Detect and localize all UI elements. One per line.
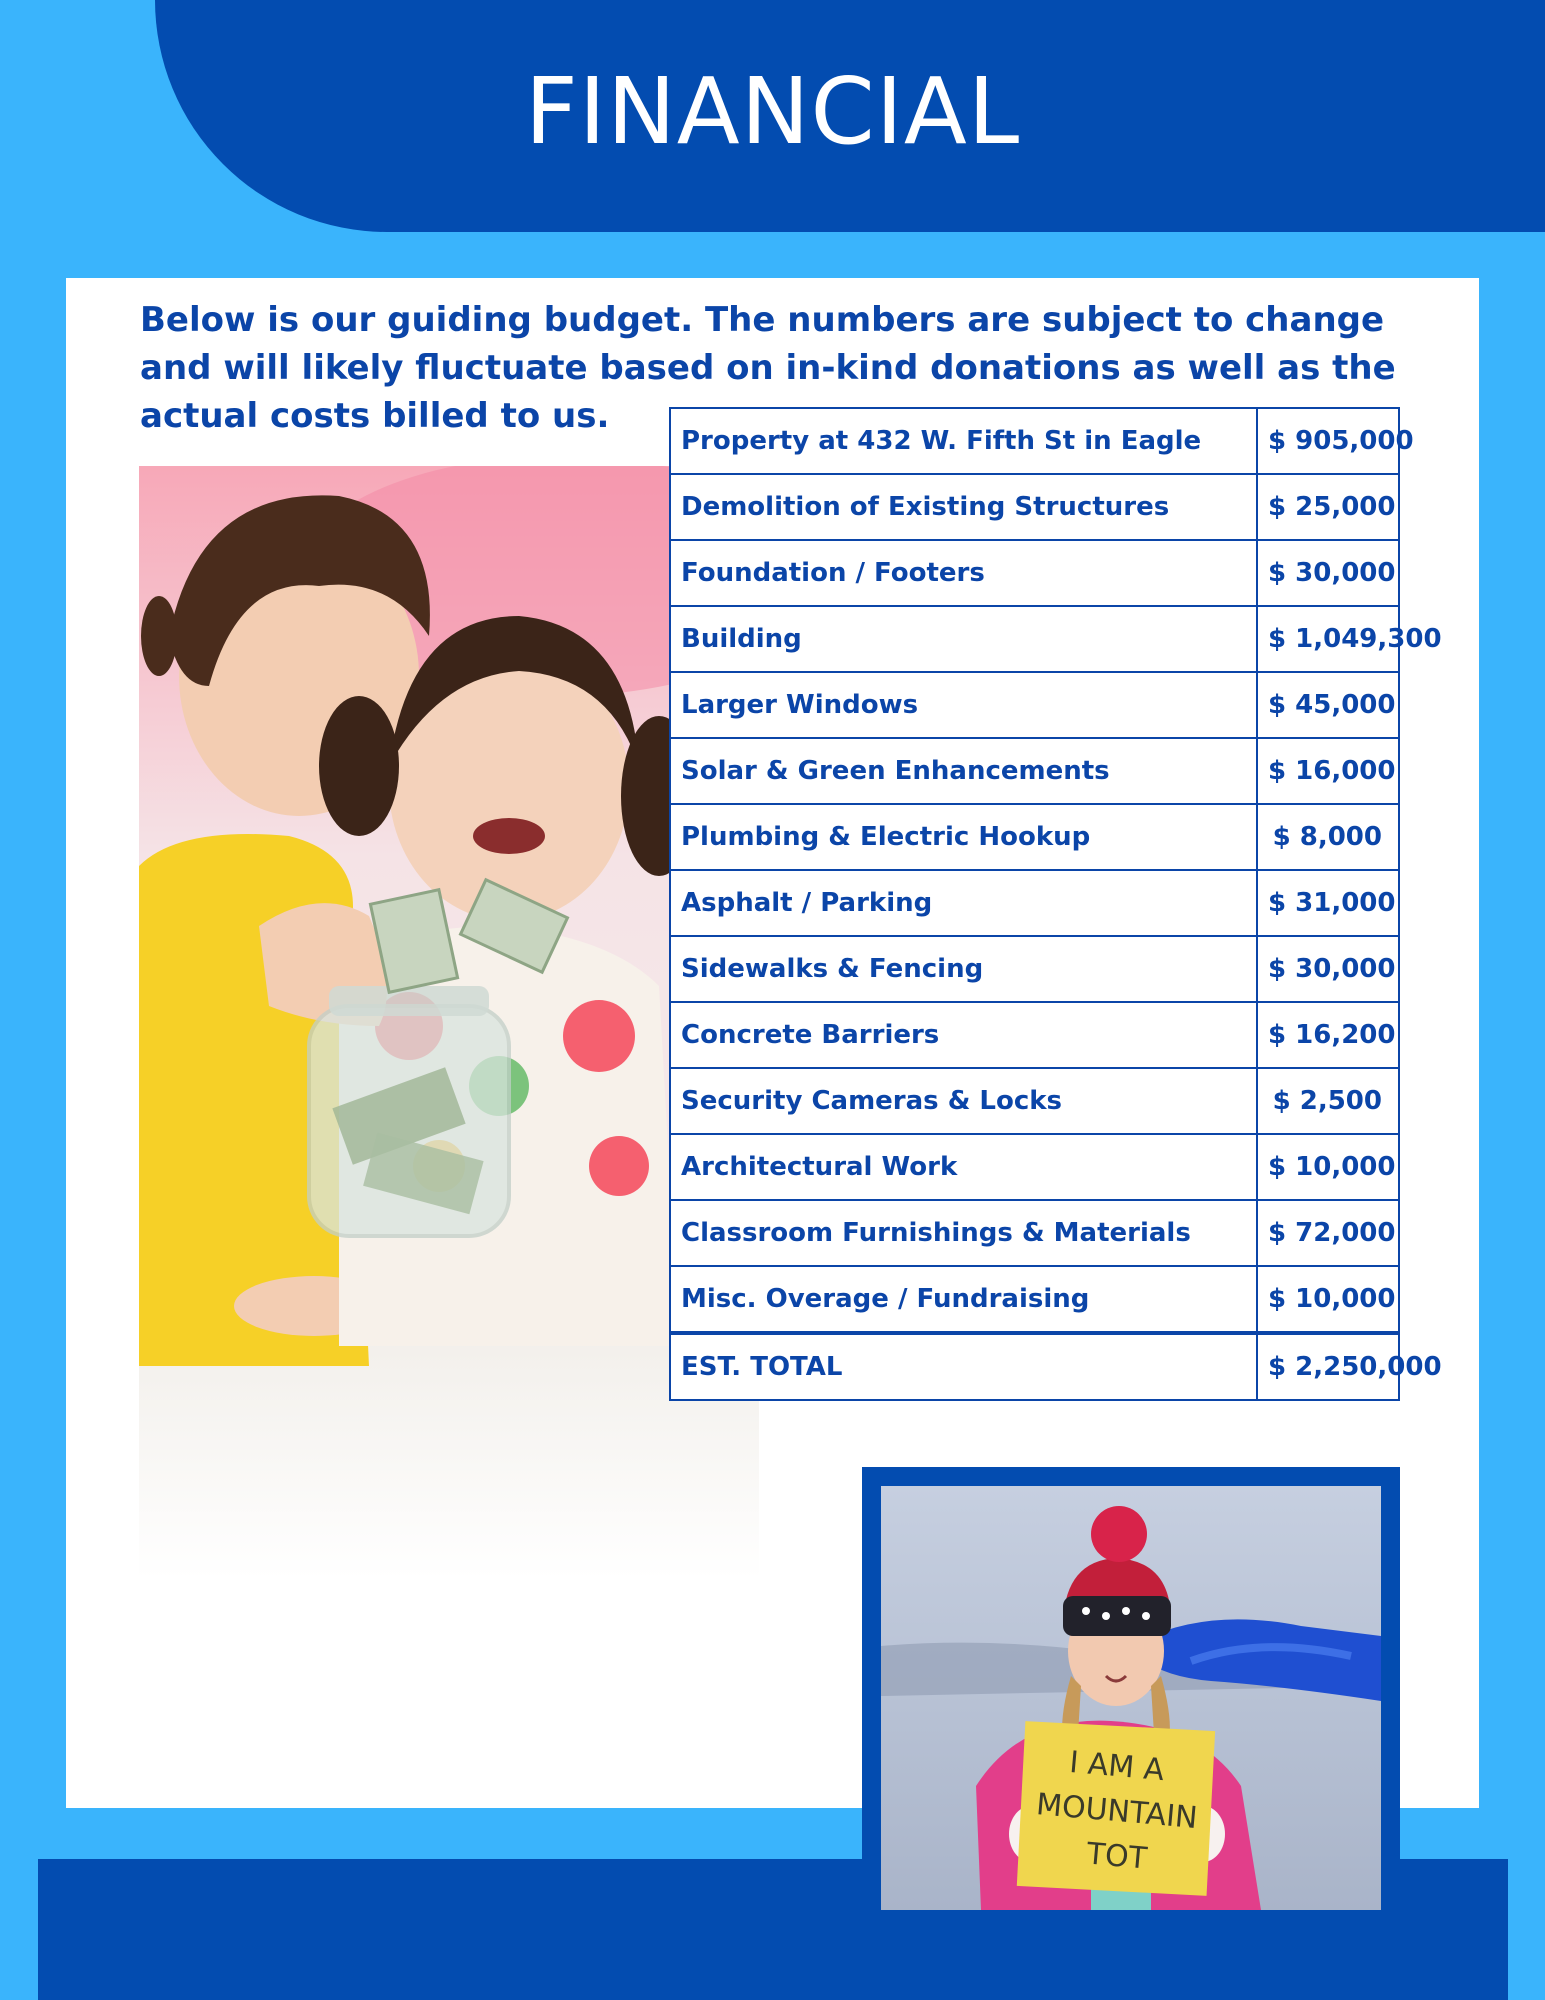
intro-paragraph: Below is our guiding budget. The numbers are subject to change and will likely fluctuate based on in-kind donations as well as the actual costs billed to us. <box>140 300 1396 436</box>
table-row <box>670 672 1399 738</box>
table-row <box>670 540 1399 606</box>
table-row <box>670 936 1399 1002</box>
budget-amount: $ 31,000 <box>1257 870 1399 936</box>
table-row <box>670 474 1399 540</box>
table-row <box>670 1002 1399 1068</box>
budget-amount: $ 8,000 <box>1257 804 1399 870</box>
budget-item: Solar & Green Enhancements <box>670 738 1257 804</box>
budget-amount: $ 10,000 <box>1257 1266 1399 1333</box>
table-row <box>670 1266 1399 1333</box>
budget-amount: $ 72,000 <box>1257 1200 1399 1266</box>
mountain-tot-photo <box>881 1486 1381 1910</box>
sign-line-3: TOT <box>1085 1836 1149 1877</box>
budget-amount: $ 25,000 <box>1257 474 1399 540</box>
budget-item: Asphalt / Parking <box>670 870 1257 936</box>
budget-table <box>669 407 1442 1401</box>
sign-line-2: MOUNTAIN <box>1034 1787 1199 1837</box>
budget-amount: $ 905,000 <box>1257 408 1399 474</box>
table-row <box>670 870 1399 936</box>
sign-line-1: I AM A <box>1068 1744 1166 1789</box>
table-row <box>670 606 1399 672</box>
table-row <box>670 738 1399 804</box>
table-row <box>670 1200 1399 1266</box>
total-amount: $ 2,250,000 <box>1257 1333 1399 1400</box>
kids-money-jar-photo <box>139 466 759 1579</box>
budget-item: Plumbing & Electric Hookup <box>670 804 1257 870</box>
budget-item: Property at 432 W. Fifth St in Eagle <box>670 408 1257 474</box>
budget-amount: $ 1,049,300 <box>1257 606 1399 672</box>
budget-item: Larger Windows <box>670 672 1257 738</box>
budget-amount: $ 30,000 <box>1257 540 1399 606</box>
budget-item: Concrete Barriers <box>670 1002 1257 1068</box>
budget-item: Security Cameras & Locks <box>670 1068 1257 1134</box>
table-row <box>670 408 1399 474</box>
budget-item: Demolition of Existing Structures <box>670 474 1257 540</box>
budget-item: Foundation / Footers <box>670 540 1257 606</box>
budget-item: Architectural Work <box>670 1134 1257 1200</box>
budget-amount: $ 2,500 <box>1257 1068 1399 1134</box>
budget-amount: $ 10,000 <box>1257 1134 1399 1200</box>
table-row <box>670 804 1399 870</box>
budget-item: Classroom Furnishings & Materials <box>670 1200 1257 1266</box>
budget-amount: $ 30,000 <box>1257 936 1399 1002</box>
budget-amount: $ 16,200 <box>1257 1002 1399 1068</box>
table-row <box>670 1134 1399 1200</box>
budget-item: Misc. Overage / Fundraising <box>670 1266 1257 1333</box>
total-row <box>670 1333 1399 1400</box>
budget-item: Building <box>670 606 1257 672</box>
page-title: FINANCIAL <box>524 58 1021 165</box>
budget-amount: $ 16,000 <box>1257 738 1399 804</box>
table-row <box>670 1068 1399 1134</box>
budget-amount: $ 45,000 <box>1257 672 1399 738</box>
budget-item: Sidewalks & Fencing <box>670 936 1257 1002</box>
total-label: EST. TOTAL <box>670 1333 1257 1400</box>
